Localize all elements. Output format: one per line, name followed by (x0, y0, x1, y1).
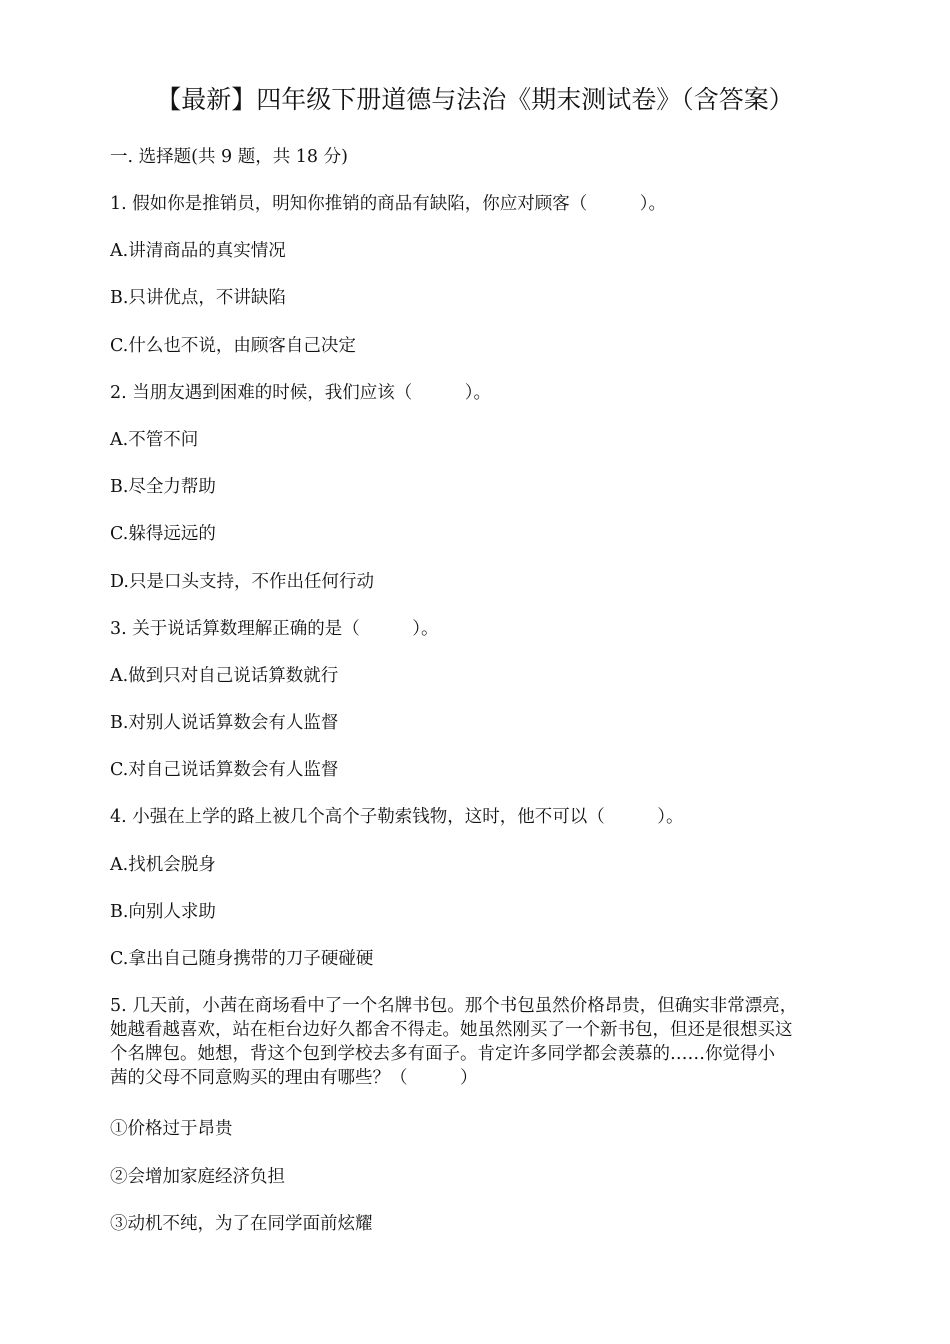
question-3-option-c: C.对自己说话算数会有人监督 (110, 760, 339, 780)
question-1-option-b: B.只讲优点，不讲缺陷 (110, 288, 286, 308)
question-5-option-1: ①价格过于昂贵 (110, 1119, 233, 1139)
question-5-stem-line-4: 茜的父母不同意购买的理由有哪些？（ ） (110, 1068, 478, 1088)
question-1-stem: 1. 假如你是推销员，明知你推销的商品有缺陷，你应对顾客（ ）。 (110, 194, 667, 214)
section-heading: 一. 选择题(共 9 题，共 18 分) (110, 147, 348, 167)
question-5-option-3: ③动机不纯，为了在同学面前炫耀 (110, 1214, 373, 1234)
page-title: 【最新】四年级下册道德与法治《期末测试卷》（含答案） (156, 85, 794, 114)
question-2-option-c: C.躲得远远的 (110, 524, 216, 544)
question-3-option-b: B.对别人说话算数会有人监督 (110, 713, 339, 733)
question-2-option-b: B.尽全力帮助 (110, 477, 216, 497)
question-2-option-a: A.不管不问 (110, 430, 199, 450)
question-5-option-2: ②会增加家庭经济负担 (110, 1167, 285, 1187)
question-2-stem: 2. 当朋友遇到困难的时候，我们应该（ ）。 (110, 383, 492, 403)
question-1-option-c: C.什么也不说，由顾客自己决定 (110, 336, 356, 356)
question-2-option-d: D.只是口头支持，不作出任何行动 (110, 572, 374, 592)
question-5-stem-line-2: 她越看越喜欢，站在柜台边好久都舍不得走。她虽然刚买了一个新书包，但还是很想买这 (110, 1020, 793, 1040)
question-4-option-b: B.向别人求助 (110, 902, 216, 922)
question-4-option-c: C.拿出自己随身携带的刀子硬碰硬 (110, 949, 374, 969)
question-4-option-a: A.找机会脱身 (110, 855, 216, 875)
question-5-stem-line-1: 5. 几天前，小茜在商场看中了一个名牌书包。那个书包虽然价格昂贵，但确实非常漂亮， (110, 996, 798, 1016)
question-5-stem-line-3: 个名牌包。她想，背这个包到学校去多有面子。肯定许多同学都会羡慕的……你觉得小 (110, 1044, 775, 1064)
question-1-option-a: A.讲清商品的真实情况 (110, 241, 286, 261)
question-3-option-a: A.做到只对自己说话算数就行 (110, 666, 339, 686)
question-3-stem: 3. 关于说话算数理解正确的是（ ）。 (110, 619, 439, 639)
question-5-stem (110, 994, 840, 1090)
question-4-stem: 4. 小强在上学的路上被几个高个子勒索钱物，这时，他不可以（ ）。 (110, 807, 684, 827)
